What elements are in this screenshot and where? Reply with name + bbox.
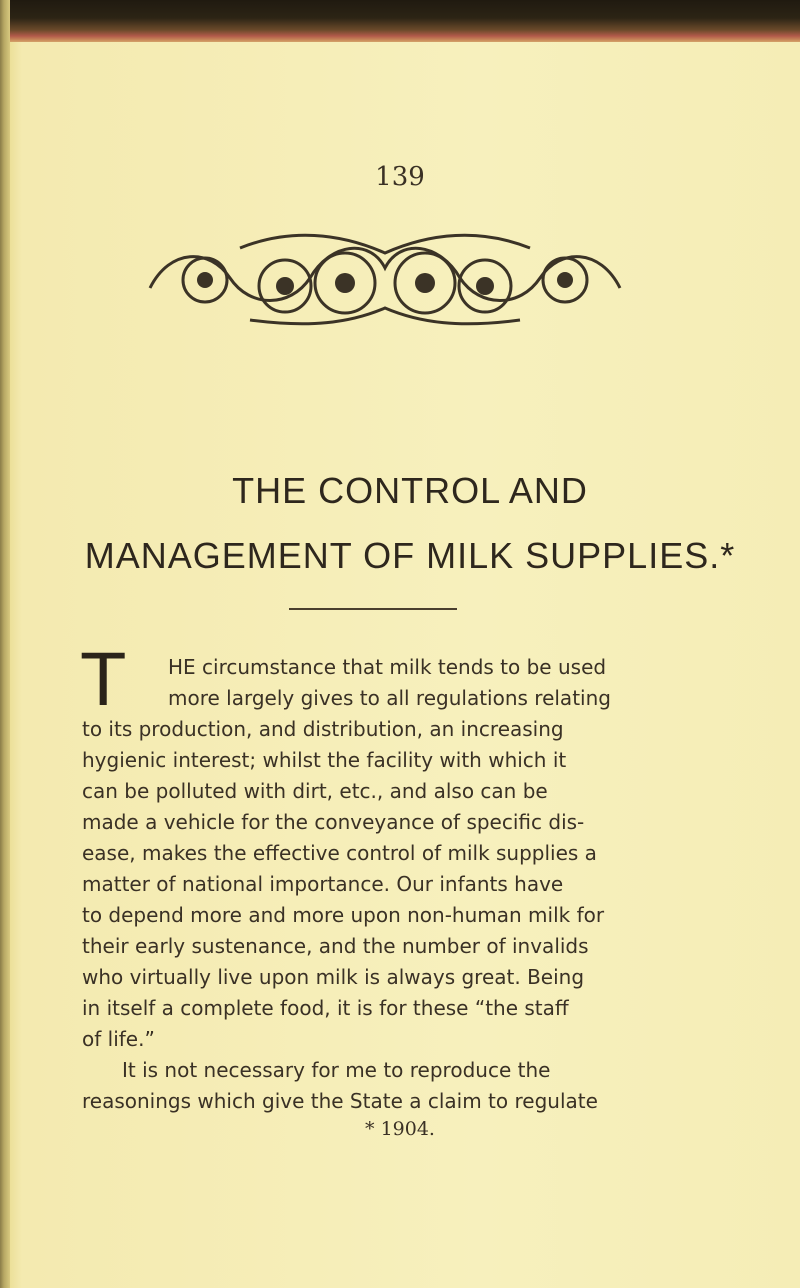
decorative-scroll-headpiece-icon xyxy=(140,228,630,328)
chapter-title-line-2: MANAGEMENT OF MILK SUPPLIES.* xyxy=(84,535,736,576)
body-line: made a vehicle for the conveyance of specific dis- xyxy=(82,810,585,834)
body-line: It is not necessary for me to reproduce the xyxy=(122,1058,551,1082)
body-line: matter of national importance. Our infants have xyxy=(82,872,564,896)
page-number: 139 xyxy=(375,162,425,192)
body-line: their early sustenance, and the number of invalids xyxy=(82,934,589,958)
body-line: to depend more and more upon non-human milk for xyxy=(82,903,605,927)
body-line: more largely gives to all regulations relating xyxy=(168,686,611,710)
drop-cap: T xyxy=(80,637,127,722)
body-line: of life.” xyxy=(82,1027,155,1051)
body-line: who virtually live upon milk is always great. Being xyxy=(82,965,585,989)
body-line: hygienic interest; whilst the facility with which it xyxy=(82,748,567,772)
title-divider xyxy=(289,608,457,610)
body-line: to its production, and distribution, an increasing xyxy=(82,717,564,741)
page-top-edge xyxy=(0,0,800,42)
body-line: reasonings which give the State a claim to regulate xyxy=(82,1089,598,1113)
footnote: * 1904. xyxy=(365,1118,435,1140)
body-line: HE circumstance that milk tends to be used xyxy=(168,655,607,679)
body-line: ease, makes the effective control of milk supplies a xyxy=(82,841,597,865)
binding-edge xyxy=(0,0,10,1288)
body-line: can be polluted with dirt, etc., and also can be xyxy=(82,779,548,803)
body-line: in itself a complete food, it is for these “the staff xyxy=(82,996,569,1020)
chapter-title-line-1: THE CONTROL AND xyxy=(232,470,588,511)
